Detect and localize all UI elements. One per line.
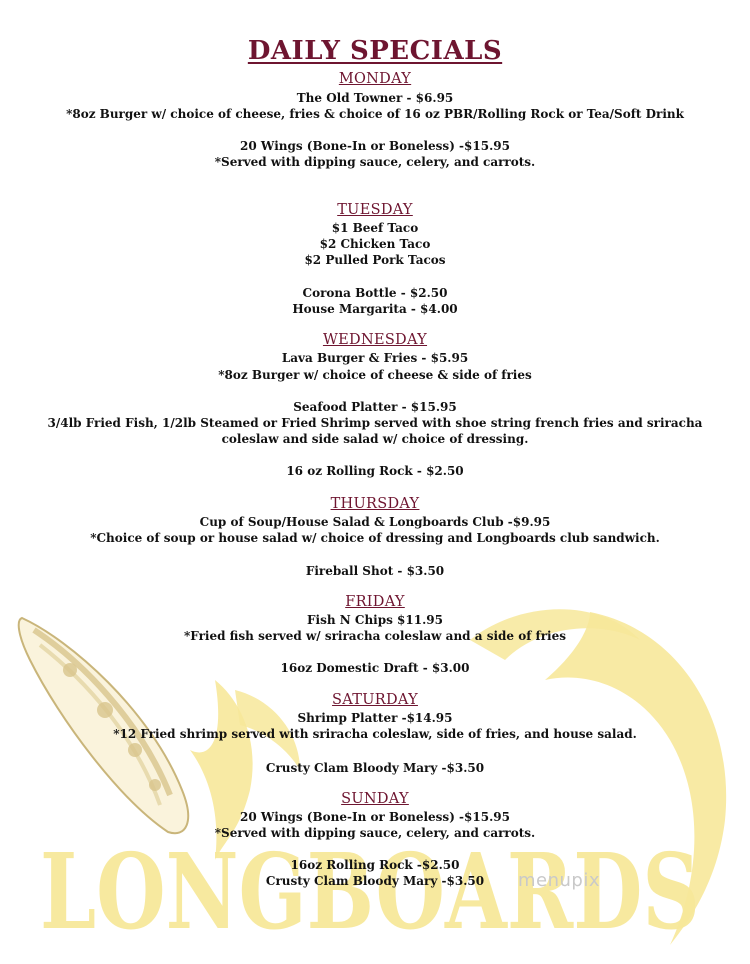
day-heading-sunday: SUNDAY (341, 791, 409, 807)
menu-line: $2 Chicken Taco (319, 237, 431, 251)
menu-line: *Choice of soup or house salad w/ choice of dressing and Longboards club sandwich. (90, 531, 660, 545)
menu-line: Fish N Chips $11.95 (307, 613, 443, 627)
page-title: DAILY SPECIALS (247, 36, 503, 66)
menu-line: Crusty Clam Bloody Mary -$3.50 (265, 874, 485, 888)
menu-line: House Margarita - $4.00 (292, 302, 458, 316)
menu-line: Seafood Platter - $15.95 (293, 400, 457, 414)
menu-line: coleslaw and side salad w/ choice of dressing. (221, 432, 529, 446)
menu-line: The Old Towner - $6.95 (296, 91, 454, 105)
menu-line: *8oz Burger w/ choice of cheese, fries & choice of 16 oz PBR/Rolling Rock or Tea/Soft Drink (66, 107, 684, 121)
menu-line: *Served with dipping sauce, celery, and carrots. (214, 155, 536, 169)
menu-line: 20 Wings (Bone-In or Boneless) -$15.95 (240, 139, 510, 153)
menu-line: *Served with dipping sauce, celery, and carrots. (214, 826, 536, 840)
menu-line: 16oz Domestic Draft - $3.00 (280, 661, 470, 675)
day-heading-saturday: SATURDAY (332, 692, 418, 708)
longboards-logo: LONGBOARDS (40, 830, 700, 953)
menu-line: 16oz Rolling Rock -$2.50 (290, 858, 460, 872)
day-heading-monday: MONDAY (338, 71, 412, 87)
day-heading-tuesday: TUESDAY (337, 202, 413, 218)
day-heading-wednesday: WEDNESDAY (322, 332, 428, 348)
menupix-watermark: menupix (518, 870, 601, 891)
menu-line: Lava Burger & Fries - $5.95 (281, 351, 469, 365)
menu-line: Crusty Clam Bloody Mary -$3.50 (265, 761, 485, 775)
menu-line: $2 Pulled Pork Tacos (304, 253, 446, 267)
menu-line: Fireball Shot - $3.50 (305, 564, 445, 578)
menu-line: 3/4lb Fried Fish, 1/2lb Steamed or Fried Shrimp served with shoe string french fries and sriracha (47, 416, 703, 430)
menu-line: *12 Fried shrimp served with sriracha coleslaw, side of fries, and house salad. (113, 727, 637, 741)
menu-line: Corona Bottle - $2.50 (302, 286, 448, 300)
menu-line: 20 Wings (Bone-In or Boneless) -$15.95 (240, 810, 510, 824)
day-heading-friday: FRIDAY (345, 594, 405, 610)
menu-line: $1 Beef Taco (331, 221, 419, 235)
day-heading-thursday: THURSDAY (330, 496, 420, 512)
menu-line: Shrimp Platter -$14.95 (297, 711, 453, 725)
menu-line: 16 oz Rolling Rock - $2.50 (286, 464, 464, 478)
menu-line: *8oz Burger w/ choice of cheese & side of fries (218, 368, 532, 382)
menu-line: *Fried fish served w/ sriracha coleslaw and a side of fries (184, 629, 566, 643)
menu-line: Cup of Soup/House Salad & Longboards Club -$9.95 (199, 515, 551, 529)
